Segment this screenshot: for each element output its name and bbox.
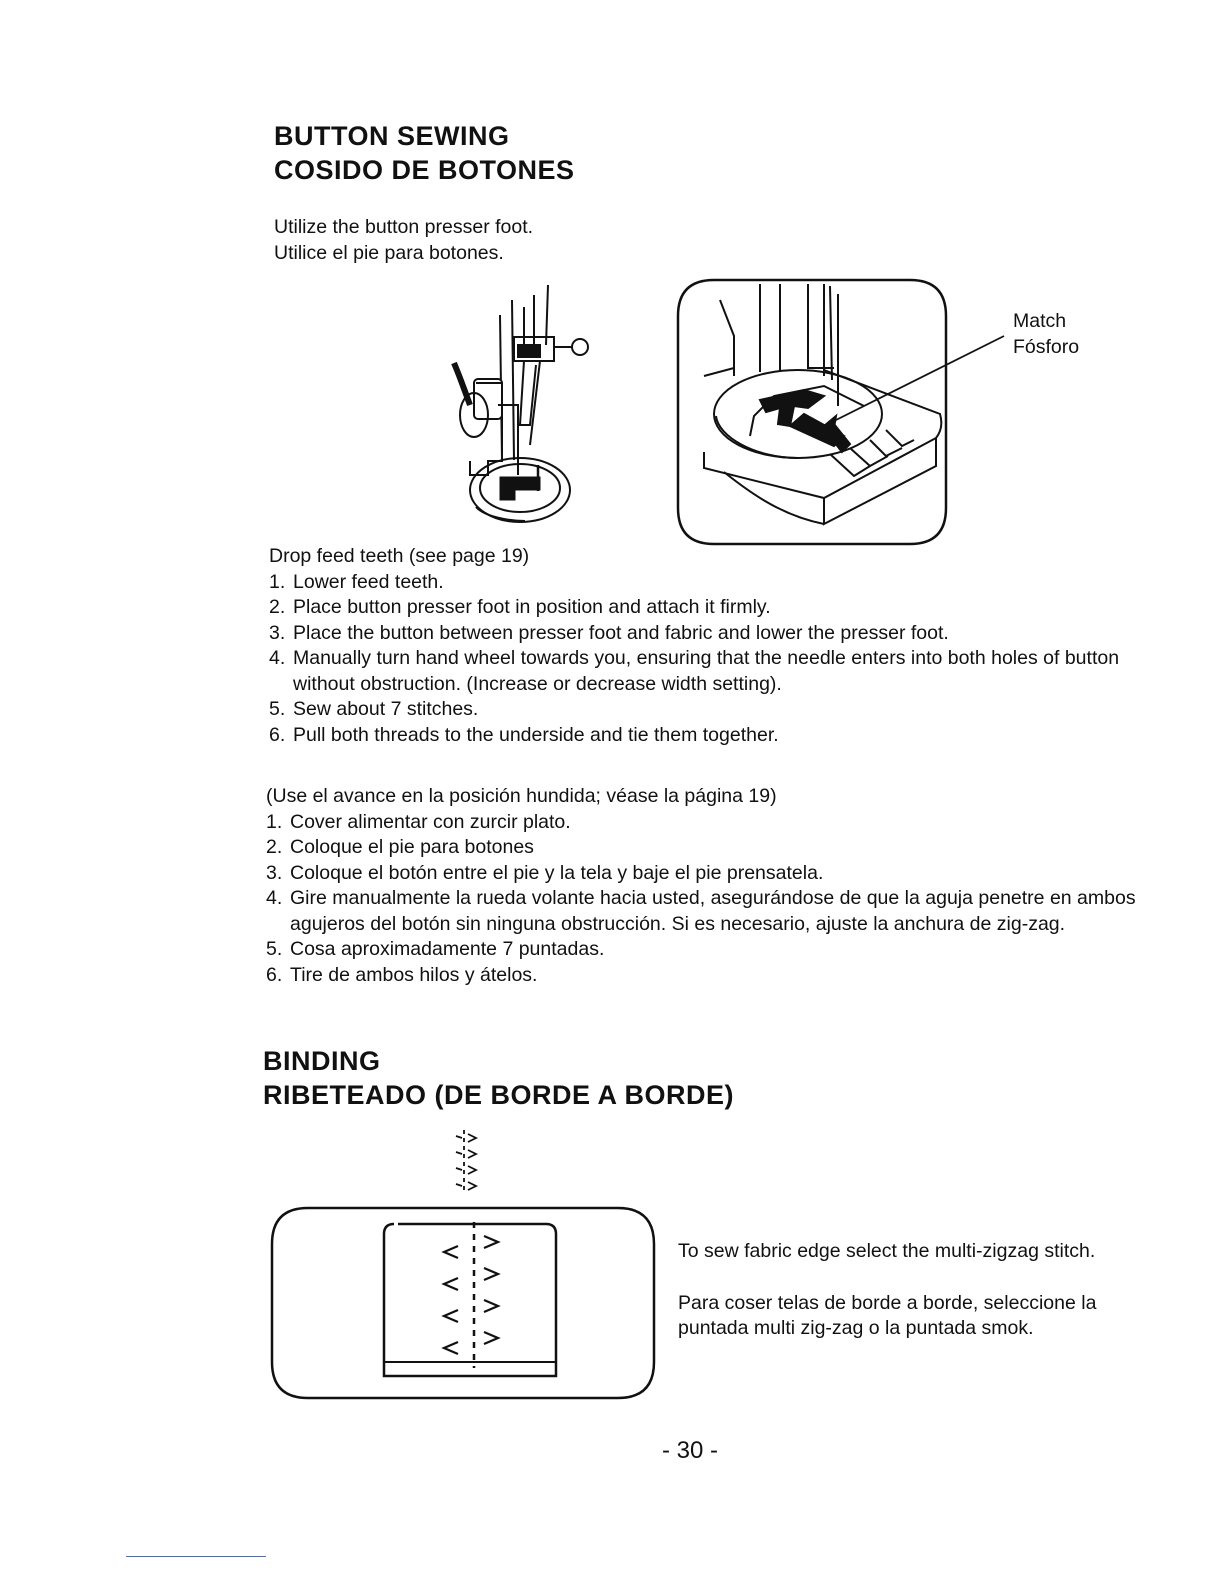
steps-en-block — [269, 544, 1169, 748]
list-item: 2. Place button presser foot in position and attach it firmly. — [269, 596, 771, 618]
binding-text-es: Para coser telas de borde a borde, seleccione la puntada multi zig-zag o la puntada smok. — [678, 1291, 1097, 1339]
callout-label — [1013, 309, 1079, 360]
button-foot-closeup-illustration — [674, 276, 1014, 548]
list-item: 4. Gire manualmente la rueda volante hacia usted, asegurándose de que la aguja penetre en ambos agujeros del botón sin ninguna obstrucción. Si es necesario, ajuste la anchura de zig-zag. — [266, 887, 1136, 935]
section-title-button-sewing — [274, 119, 575, 187]
steps-en-heading: Drop feed teeth (see page 19) — [269, 545, 530, 567]
intro-es: Utilice el pie para botones. — [274, 241, 504, 264]
binding-title-es: RIBETEADO (DE BORDE A BORDE) — [263, 1080, 735, 1110]
list-item: 5. Sew about 7 stitches. — [269, 698, 479, 720]
title-en: BUTTON SEWING — [274, 121, 510, 151]
callout-en: Match — [1013, 310, 1067, 332]
multi-zigzag-stitch-icon — [448, 1128, 484, 1196]
callout-es: Fósforo — [1013, 335, 1080, 358]
list-item: 5. Cosa aproximadamente 7 puntadas. — [266, 938, 605, 960]
steps-es-block — [266, 784, 1156, 988]
binding-title-en: BINDING — [263, 1046, 381, 1076]
list-item: 6. Pull both threads to the underside and tie them together. — [269, 723, 779, 746]
binding-illustration — [268, 1206, 658, 1400]
intro-text — [274, 215, 533, 266]
list-item: 3. Coloque el botón entre el pie y la tela y baje el pie prensatela. — [266, 861, 824, 884]
steps-es-list — [266, 810, 1156, 989]
list-item: 6. Tire de ambos hilos y átelos. — [266, 963, 538, 986]
list-item: 1. Cover alimentar con zurcir plato. — [266, 810, 571, 833]
section-title-binding — [263, 1044, 734, 1112]
list-item: 4. Manually turn hand wheel towards you, ensuring that the needle enters into both holes of button without obstruction. (Increase or decrease width setting). — [269, 647, 1120, 695]
list-item: 2. Coloque el pie para botones — [266, 836, 534, 858]
page-number: - 30 - — [662, 1437, 719, 1464]
binding-text-en: To sew fabric edge select the multi-zigzag stitch. — [678, 1240, 1096, 1262]
list-item: 1. Lower feed teeth. — [269, 570, 444, 593]
steps-en-list — [269, 570, 1169, 749]
button-presser-foot-illustration — [440, 285, 610, 525]
list-item: 3. Place the button between presser foot and fabric and lower the presser foot. — [269, 621, 949, 644]
binding-text — [678, 1239, 1148, 1342]
title-es: COSIDO DE BOTONES — [274, 155, 575, 185]
intro-en: Utilize the button presser foot. — [274, 216, 534, 238]
steps-es-heading: (Use el avance en la posición hundida; véase la página 19) — [266, 785, 777, 807]
footer-link-line — [126, 1556, 266, 1557]
